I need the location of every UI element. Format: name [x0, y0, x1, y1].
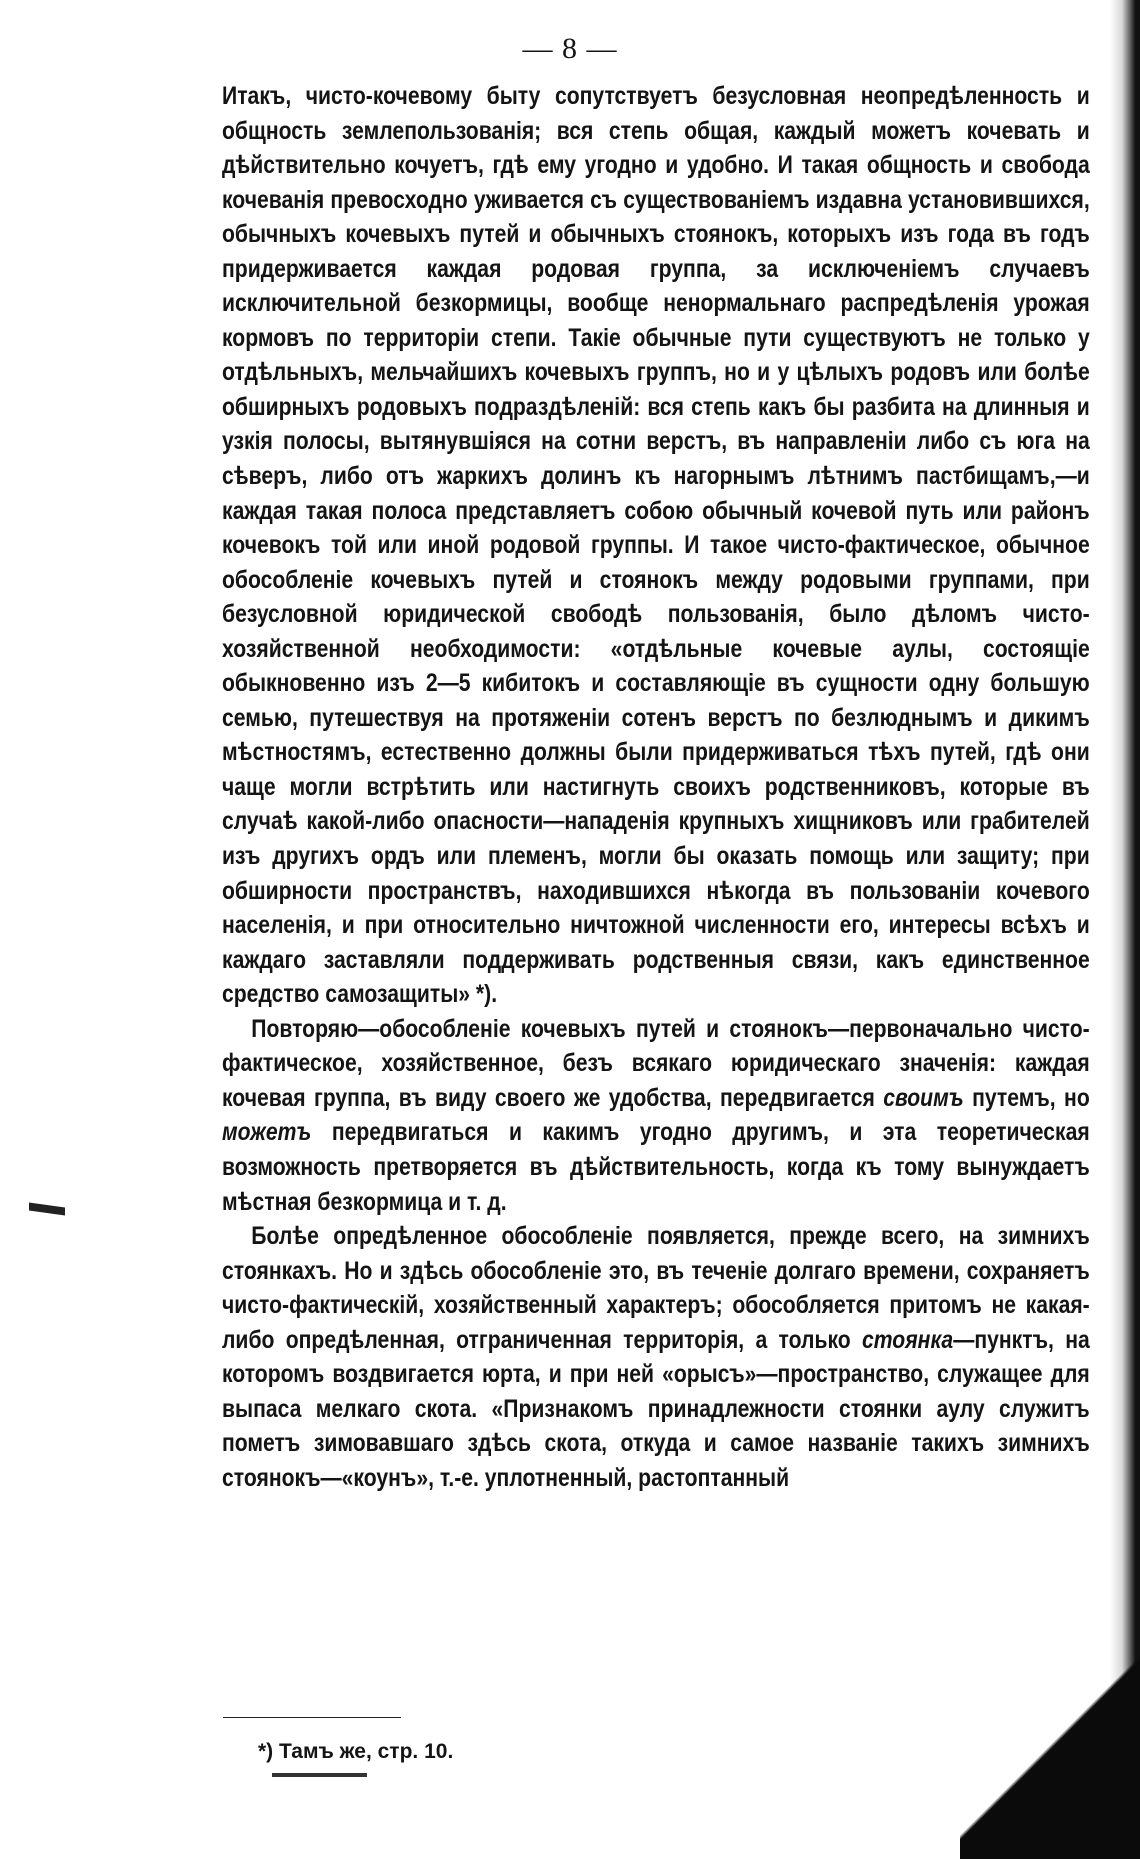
text-run: передвигаться и какимъ угодно другимъ, и эта теоретическая возможность претворяется въ дѣйствительность, когда къ тому вынуждаетъ мѣстная безкормица и т. д.	[222, 1119, 1090, 1216]
text-run: —пунктъ, на которомъ воздвигается юрта, и при ней «орысъ»—пространство, служащее для выпаса мелкаго скота. «Признакомъ принадлежности стоянки аулу служитъ пометъ зимовавшаго здѣсь скота, откуда и самое названіе такихъ зимнихъ стоянокъ—«коунъ», т.-е. уплотненный, растоптанный	[222, 1326, 1090, 1492]
italic-run: стоянка	[862, 1326, 954, 1354]
paragraph	[222, 1220, 1090, 1496]
italic-run: своимъ	[883, 1084, 964, 1112]
text-run: Повторяю—обособленіе кочевыхъ путей и стоянокъ—первоначально чисто-фактическое, хозяйственное, безъ всякаго юридическаго значенія: каждая кочевая группа, въ виду своего же удобства, передвигается	[222, 1015, 1090, 1112]
footnote-divider	[223, 1717, 401, 1718]
page-number: — 8 —	[522, 32, 618, 65]
scan-artifact-mark	[29, 1202, 65, 1215]
footnote: *) Тамъ же, стр. 10.	[258, 1740, 454, 1763]
text-run: Болѣе опредѣленное обособленіе появляется, прежде всего, на зимнихъ стоянкахъ. Но и здѣсь обособленіе это, въ теченіе долгаго времени, сохраняетъ чисто-фактическій, хозяйственный характеръ; обособляется притомъ не какая-либо опредѣленная, отграниченная территорія, а только	[222, 1223, 1090, 1354]
body-text	[222, 80, 1090, 1496]
scan-corner-shadow	[960, 1529, 1140, 1859]
text-run: Итакъ, чисто-кочевому быту сопутствуетъ безусловная неопредѣленность и общность землепользованія; вся степь общая, каждый можетъ кочевать и дѣйствительно кочуетъ, гдѣ ему угодно и удобно. И такая общность и свобода кочеванія превосходно уживается съ существованіемъ издавна установившихся, обычныхъ кочевыхъ путей и обычныхъ стоянокъ, которыхъ изъ года въ годъ придерживается каждая родовая группа, за исключеніемъ случаевъ исключительной безкормицы, вообще ненормальнаго распредѣленія урожая кормовъ по территоріи степи. Такіе обычные пути существуютъ не только у отдѣльныхъ, мельчайшихъ кочевыхъ группъ, но и у цѣлыхъ родовъ или болѣе обширныхъ родовыхъ подраздѣленій: вся степь какъ бы разбита на длинныя и узкія полосы, вытянувшіяся на сотни верстъ, въ направленіи либо съ юга на сѣверъ, либо отъ жаркихъ долинъ къ нагорнымъ лѣтнимъ пастбищамъ,—и каждая такая полоса представляетъ собою обычный кочевой путь или районъ кочевокъ той или иной родовой группы. И такое чисто-фактическое, обычное обособленіе кочевыхъ путей и стоянокъ между родовыми группами, при безусловной юридической свободѣ пользованія, было дѣломъ чисто-хозяйственной необходимости: «отдѣльные кочевые аулы, состоящіе обыкновенно изъ 2—5 кибитокъ и составляющіе въ сущности одну большую семью, путешествуя на протяженіи сотенъ верстъ по безлюднымъ и дикимъ мѣстностямъ, естественно должны были придерживаться тѣхъ путей, гдѣ они чаще могли встрѣтить или настигнуть своихъ родственниковъ, которые въ случаѣ какой-либо опасности—нападенія крупныхъ хищниковъ или грабителей изъ другихъ ордъ или племенъ, могли бы оказать помощь или защиту; при обширности пространствъ, находившихся нѣкогда въ пользованіи кочевого населенія, и при относительно ничтожной численности его, интересы всѣхъ и каждаго заставляли поддерживать родственныя связи, какъ единственное средство самозащиты» *).	[222, 83, 1090, 1009]
scan-artifact-mark	[272, 1773, 367, 1777]
paragraph	[222, 1013, 1090, 1220]
italic-run: можетъ	[222, 1119, 312, 1147]
text-run: путемъ, но	[963, 1084, 1090, 1112]
paragraph	[222, 80, 1090, 1013]
